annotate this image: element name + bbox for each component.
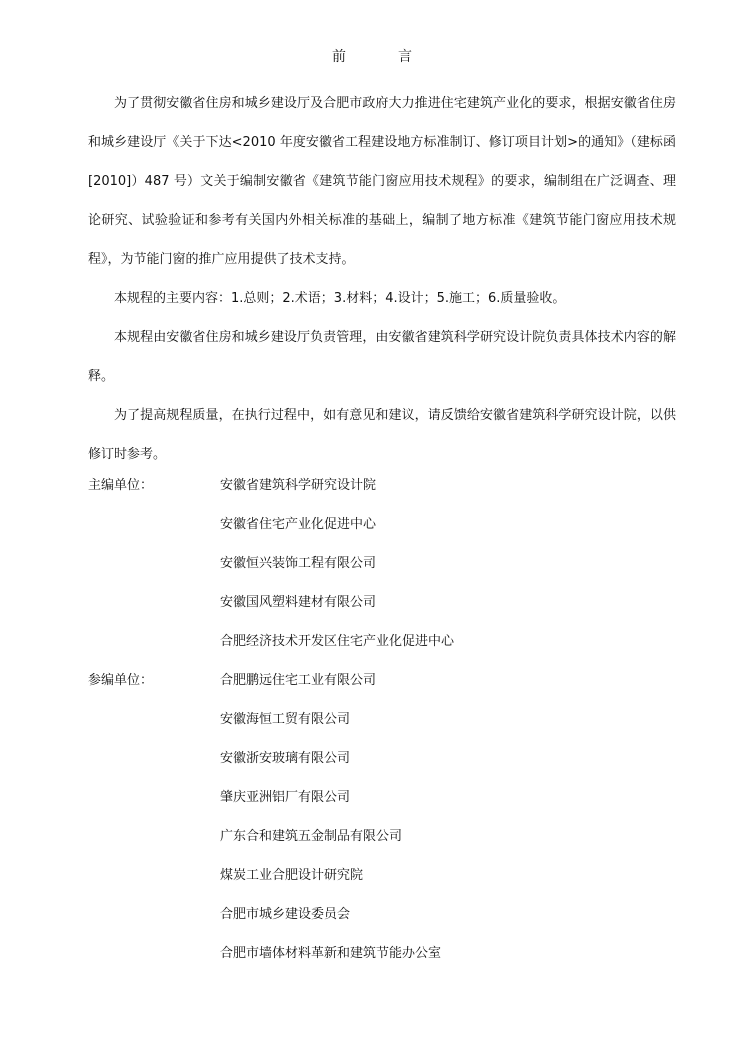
participating-unit-name: 煤炭工业合肥设计研究院 <box>220 868 364 883</box>
chief-unit-name: 安徽省住宅产业化促进中心 <box>220 517 377 532</box>
paragraph-purpose: 为了贯彻安徽省住房和城乡建设厅及合肥市政府大力推进住宅建筑产业化的要求，根据安徽省住房和城乡建设厅《关于下达<2010 年度安徽省工程建设地方标准制订、修订项目计划>的通知》（建标函[2010]）487 号）文关于编制安徽省《建筑节能门窗应用技术规程》的要求，编制组在广泛调查、理论研究、试验验证和参考有关国内外相关标准的基础上，编制了地方标准《建筑节能门窗应用技术规程》，为节能门窗的推广应用提供了技术支持。 <box>88 96 676 267</box>
participating-unit-row <box>88 895 676 934</box>
title-char-2: 言 <box>398 49 412 65</box>
paragraph-feedback: 为了提高规程质量，在执行过程中，如有意见和建议，请反馈给安徽省建筑科学研究设计院，以供修订时参考。 <box>88 408 676 462</box>
chief-unit-row <box>88 466 676 505</box>
participating-units-label: 参编单位： <box>88 673 154 688</box>
participating-unit-name: 合肥鹏远住宅工业有限公司 <box>220 673 377 688</box>
participating-unit-name: 安徽浙安玻璃有限公司 <box>220 751 351 766</box>
paragraph-contents: 本规程的主要内容：1.总则；2.术语；3.材料；4.设计；5.施工；6.质量验收。 <box>114 291 566 306</box>
chief-unit-name: 安徽国风塑料建材有限公司 <box>220 595 377 610</box>
preface-body <box>88 84 676 474</box>
chief-unit-name: 合肥经济技术开发区住宅产业化促进中心 <box>220 634 455 649</box>
chief-unit-name: 安徽恒兴装饰工程有限公司 <box>220 556 377 571</box>
chief-unit-row <box>88 583 676 622</box>
participating-unit-row <box>88 817 676 856</box>
participating-unit-row <box>88 856 676 895</box>
chief-unit-row <box>88 544 676 583</box>
participating-unit-name: 合肥市墙体材料革新和建筑节能办公室 <box>220 946 442 961</box>
page-title <box>0 46 744 66</box>
participating-unit-row <box>88 661 676 700</box>
title-char-1: 前 <box>332 49 346 65</box>
units-list <box>88 466 676 973</box>
participating-unit-row <box>88 700 676 739</box>
participating-unit-row <box>88 934 676 973</box>
participating-unit-name: 合肥市城乡建设委员会 <box>220 907 351 922</box>
chief-units-label: 主编单位： <box>88 478 154 493</box>
participating-unit-name: 安徽海恒工贸有限公司 <box>220 712 351 727</box>
participating-unit-row <box>88 778 676 817</box>
paragraph-management: 本规程由安徽省住房和城乡建设厅负责管理，由安徽省建筑科学研究设计院负责具体技术内容的解释。 <box>88 330 676 384</box>
participating-unit-name: 广东合和建筑五金制品有限公司 <box>220 829 403 844</box>
chief-unit-name: 安徽省建筑科学研究设计院 <box>220 478 377 493</box>
participating-unit-row <box>88 739 676 778</box>
participating-unit-name: 肇庆亚洲铝厂有限公司 <box>220 790 351 805</box>
chief-unit-row <box>88 505 676 544</box>
chief-unit-row <box>88 622 676 661</box>
